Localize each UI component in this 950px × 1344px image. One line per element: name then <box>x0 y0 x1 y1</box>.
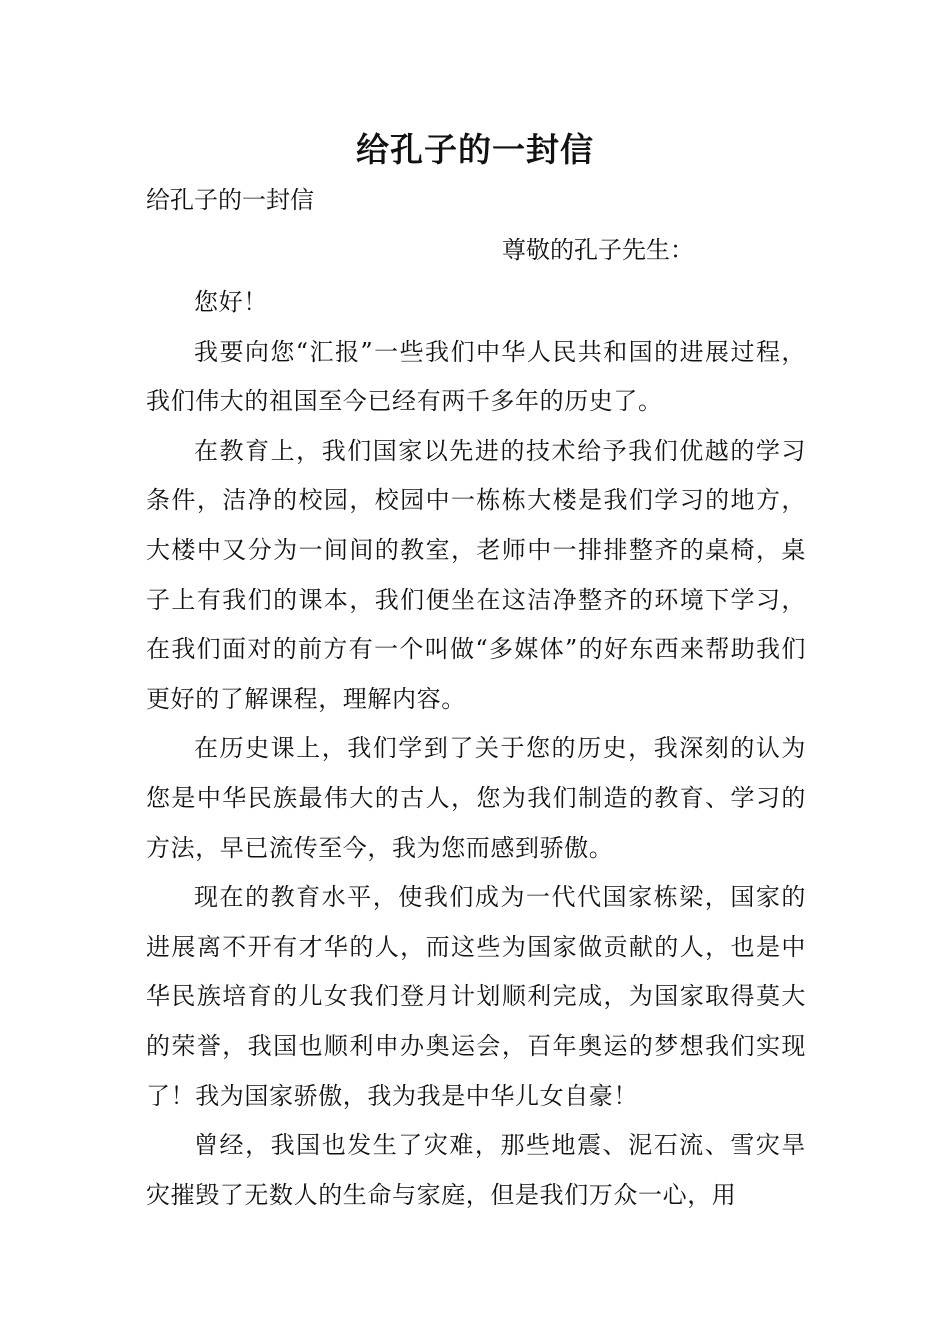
document-title: 给孔子的一封信 <box>356 130 594 169</box>
document-subtitle: 给孔子的一封信 <box>146 186 314 214</box>
paragraph: 在历史课上，我们学到了关于您的历史，我深刻的认为您是中华民族最伟大的古人，您为我们制造的教育、学习的方法，早已流传至今，我为您而感到骄傲。 <box>146 734 806 862</box>
paragraph: 曾经，我国也发生了灾难，那些地震、泥石流、雪灾旱灾摧毁了无数人的生命与家庭，但是我们万众一心，用 <box>146 1131 806 1209</box>
letter-salutation: 尊敬的孔子先生： <box>502 236 694 264</box>
letter-body <box>146 278 806 1220</box>
paragraph: 在教育上，我们国家以先进的技术给予我们优越的学习条件，洁净的校园，校园中一栋栋大楼是我们学习的地方，大楼中又分为一间间的教室，老师中一排排整齐的桌椅，桌子上有我们的课本，我们便坐在这洁净整齐的环境下学习，在我们面对的前方有一个叫做“多媒体”的好东西来帮助我们更好的了解课程，理解内容。 <box>146 436 806 713</box>
paragraph: 我要向您“汇报”一些我们中华人民共和国的进展过程，我们伟大的祖国至今已经有两千多年的历史了。 <box>146 337 806 416</box>
paragraph: 现在的教育水平，使我们成为一代代国家栋梁，国家的进展离不开有才华的人，而这些为国家做贡献的人，也是中华民族培育的儿女我们登月计划顺利完成，为国家取得莫大的荣誉，我国也顺利申办奥运会，百年奥运的梦想我们实现了！我为国家骄傲，我为我是中华儿女自豪！ <box>146 883 806 1110</box>
paragraph-greeting: 您好！ <box>194 288 268 316</box>
